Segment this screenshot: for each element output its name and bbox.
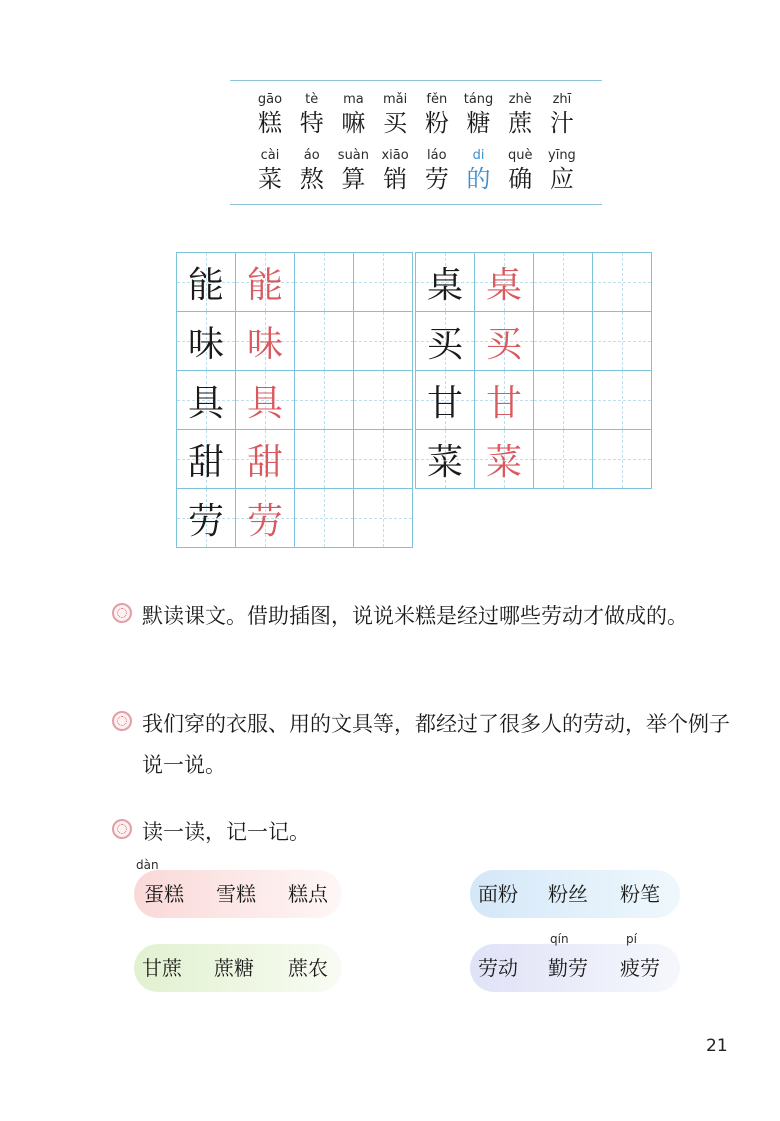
word-pinyin: dàn (136, 858, 159, 872)
grid-cell-empty (353, 488, 413, 548)
question-1 (112, 596, 752, 637)
vocab-cell: xiāo 销 (381, 148, 409, 193)
word-text: 蔗糖 (214, 956, 254, 980)
question-bullet-icon (112, 711, 132, 731)
vocab-cell: fěn 粉 (424, 92, 449, 137)
vocab-cell: zhè 蔗 (508, 92, 533, 137)
grid-cell-empty (592, 311, 652, 371)
grid-row (415, 252, 651, 311)
vocab-cell: mǎi 买 (382, 92, 408, 137)
vocab-cell: zhī 汁 (549, 92, 574, 137)
vocab-cell: áo 熬 (299, 148, 324, 193)
grid-cell-empty (353, 429, 413, 489)
word-text: 粉笔 (620, 882, 660, 906)
grid-cell-model: 桌 (415, 252, 475, 312)
word-item (548, 932, 594, 992)
grid-cell-model: 味 (176, 311, 236, 371)
grid-cell-empty (294, 370, 354, 430)
grid-row (176, 488, 412, 547)
vocab-bottom-rule (230, 204, 602, 205)
grid-cell-trace: 菜 (474, 429, 534, 489)
question-text: 读一读，记一记。 (142, 820, 310, 844)
word-text: 面粉 (478, 882, 518, 906)
word-text: 粉丝 (548, 882, 588, 906)
grid-cell-empty (294, 488, 354, 548)
grid-cell-trace: 能 (235, 252, 295, 312)
grid-cell-model: 菜 (415, 429, 475, 489)
grid-cell-model: 能 (176, 252, 236, 312)
grid-row (176, 311, 412, 370)
grid-cell-empty (353, 370, 413, 430)
grid-cell-empty (533, 311, 593, 371)
grid-cell-trace: 劳 (235, 488, 295, 548)
word-group-2 (470, 870, 680, 918)
vocab-cell: láo 劳 (424, 148, 449, 193)
grid-cell-trace: 甘 (474, 370, 534, 430)
word-pinyin: pí (626, 932, 637, 946)
vocab-cell: tè 特 (299, 92, 324, 137)
grid-row (176, 252, 412, 311)
question-text: 默读课文。借助插图，说说米糕是经过哪些劳动才做成的。 (142, 604, 688, 628)
vocab-top-rule (230, 80, 602, 81)
vocab-cell: gāo 糕 (257, 92, 283, 137)
vocab-cell-highlighted: di 的 (466, 148, 491, 193)
grid-cell-empty (294, 429, 354, 489)
grid-cell-empty (592, 252, 652, 312)
grid-cell-model: 具 (176, 370, 236, 430)
vocab-cell: táng 糖 (463, 92, 494, 137)
vocab-row-2 (250, 148, 582, 194)
writing-grid-right (415, 252, 651, 488)
word-text: 疲劳 (620, 956, 660, 980)
grid-cell-empty (533, 252, 593, 312)
grid-cell-model: 甜 (176, 429, 236, 489)
grid-row (415, 429, 651, 488)
grid-row (176, 429, 412, 488)
grid-cell-trace: 买 (474, 311, 534, 371)
grid-cell-empty (294, 252, 354, 312)
grid-cell-trace: 味 (235, 311, 295, 371)
word-text: 甘蔗 (142, 956, 182, 980)
page-number: 21 (706, 1036, 728, 1056)
question-2 (112, 704, 752, 786)
grid-row (176, 370, 412, 429)
vocab-cell: cài 菜 (258, 148, 282, 193)
grid-row (415, 311, 651, 370)
question-bullet-icon (112, 819, 132, 839)
vocab-cell: suàn 算 (337, 148, 370, 193)
grid-cell-empty (533, 429, 593, 489)
word-item (136, 858, 188, 918)
word-group-4 (470, 932, 680, 992)
word-text: 糕点 (288, 882, 328, 906)
word-text: 勤劳 (548, 956, 588, 980)
word-text: 蔗农 (288, 956, 328, 980)
vocab-box (230, 80, 602, 206)
grid-cell-empty (353, 252, 413, 312)
word-text: 蛋糕 (144, 882, 184, 906)
question-3 (112, 812, 752, 853)
grid-cell-trace: 甜 (235, 429, 295, 489)
grid-cell-model: 劳 (176, 488, 236, 548)
grid-cell-trace: 具 (235, 370, 295, 430)
grid-cell-model: 买 (415, 311, 475, 371)
vocab-cell: què 确 (507, 148, 533, 193)
word-text: 雪糕 (216, 882, 256, 906)
grid-cell-empty (294, 311, 354, 371)
word-pinyin: qín (550, 932, 569, 946)
vocab-row-1 (250, 92, 582, 138)
writing-grid-left (176, 252, 412, 547)
word-item (620, 932, 666, 992)
grid-cell-trace: 桌 (474, 252, 534, 312)
grid-cell-empty (533, 370, 593, 430)
vocab-cell: ma 嘛 (341, 92, 366, 137)
question-text: 我们穿的衣服、用的文具等，都经过了很多人的劳动，举个例子说一说。 (142, 712, 730, 777)
word-group-1 (134, 858, 342, 918)
vocab-cell: yīng 应 (548, 148, 576, 193)
word-text: 劳动 (478, 956, 518, 980)
word-group-3 (134, 944, 342, 992)
grid-cell-empty (353, 311, 413, 371)
grid-cell-empty (592, 429, 652, 489)
grid-cell-model: 甘 (415, 370, 475, 430)
grid-cell-empty (592, 370, 652, 430)
grid-row (415, 370, 651, 429)
question-bullet-icon (112, 603, 132, 623)
